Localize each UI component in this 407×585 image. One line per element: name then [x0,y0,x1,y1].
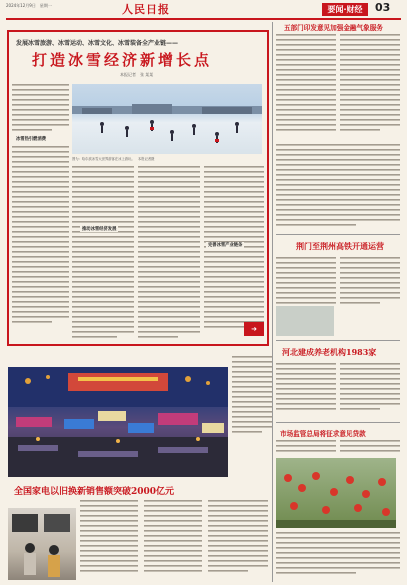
ice-skating-photo [72,84,262,154]
lead-subhead-1: 冰雪热引燃消费 [16,137,47,142]
right-divider-1 [276,234,400,235]
section-badge: 要闻·财经 [322,3,368,16]
text-lines-graphic [12,84,69,324]
right-headline-2: 荆门至荆州高铁开通运营 [296,241,384,251]
arrow-right-icon: ➜ [251,325,257,333]
right-headline-3: 河北建成养老机构1983家 [282,347,377,357]
bottom-text-graphic [80,500,270,580]
header-rule [6,18,401,20]
lead-text-col3 [138,166,200,346]
right-text-4 [276,440,400,460]
right-text-graphic-1 [276,34,400,230]
right-divider-2 [276,340,400,341]
store-graphic [8,508,76,580]
appliance-store-photo [8,508,76,580]
night-market-graphic [8,367,228,477]
lead-byline: 本报记者 张 某某 [120,72,154,77]
issue-date: 2024年12月9日 星期一 [6,3,52,8]
night-market-photo [8,367,228,477]
right-text-1 [276,34,400,234]
right-text-graphic-3 [276,363,400,419]
lead-subhead-3: 完善冰雪产业链条 [208,243,243,248]
page-number: 03 [375,1,391,14]
column-divider [272,22,273,582]
text-lines-graphic-2 [72,166,134,342]
greenhouse-graphic [276,458,396,528]
bottom-headline: 全国家电以旧换新销售额突破2000亿元 [14,487,175,497]
right-text-5 [276,532,400,582]
right-text-graphic-4 [276,440,400,456]
ice-photo-caption: 图为：哈尔滨冰雪大世界游客在冰上游玩。 本报记者摄 [72,157,155,161]
lead-text-col2 [72,166,134,346]
greenhouse-photo [276,458,396,528]
right-text-graphic-5 [276,532,400,578]
caption-lines-graphic [232,316,272,476]
lead-text-col1-lines [12,84,69,328]
newspaper-logo: 人民日报 [122,3,170,16]
lead-kicker: 发展冰雪旅游、冰雪运动、冰雪文化、冰雪装备全产业链—— [16,40,179,47]
right-text-3 [276,363,400,423]
rail-photo [276,306,334,336]
lead-headline: 打造冰雪经济新增长点 [32,51,213,69]
right-divider-3 [276,422,400,423]
lead-subhead-2: 推动冰雪经济发展 [82,227,117,232]
ice-scene-graphic [72,84,262,154]
night-photo-caption-lines [232,316,272,480]
text-lines-graphic-3 [138,166,200,342]
bottom-story-text [80,500,270,584]
right-headline-1: 五部门印发意见加强金融气象服务 [284,24,383,32]
right-headline-4: 市场监管总局将征求意见贷款 [280,430,366,438]
